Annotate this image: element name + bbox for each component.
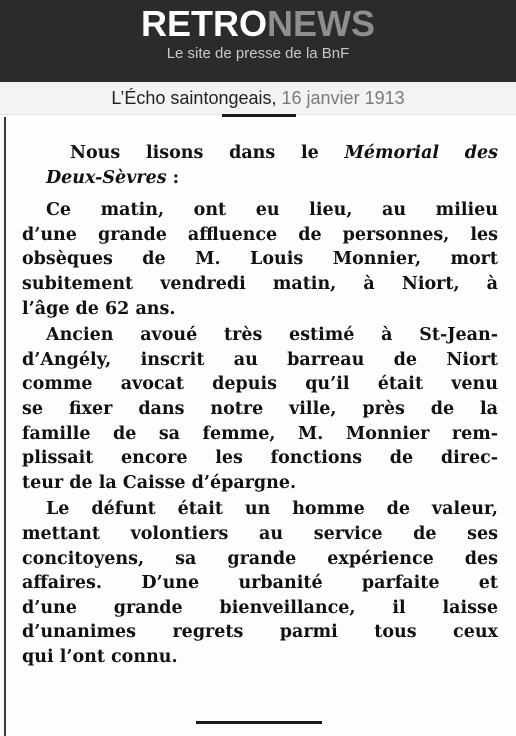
bottom-divider xyxy=(196,721,322,724)
logo-retro-text: RETRO xyxy=(141,3,267,44)
text-line: d’unanimes regrets parmi tous ceux xyxy=(22,622,498,643)
intro-title-a: Mémorial des xyxy=(344,143,498,163)
text-line: famille de sa femme, M. Monnier rem- xyxy=(22,423,498,444)
article-text xyxy=(22,141,498,669)
text-line: concitoyens, sa grande expérience des xyxy=(22,548,498,569)
text-line: se fixer dans notre ville, près de la xyxy=(22,398,498,419)
paragraph-1 xyxy=(22,198,498,321)
issue-date: 16 janvier 1913 xyxy=(281,88,405,108)
text-line: Ce matin, ont eu lieu, au milieu xyxy=(46,200,498,221)
text-line: teur de la Caisse d’épargne. xyxy=(22,472,297,493)
text-line: plissait encore les fonctions de direc- xyxy=(22,448,498,469)
text-line: comme avocat depuis qu’il était venu xyxy=(22,374,498,395)
text-line: l’âge de 62 ans. xyxy=(22,298,176,319)
article-clipping xyxy=(0,117,516,736)
newspaper-name: L’Écho saintongeais, xyxy=(111,88,277,108)
text-line: subitement vendredi matin, à Niort, à xyxy=(22,273,498,294)
retronews-logo[interactable] xyxy=(0,4,516,44)
intro-suffix: : xyxy=(166,167,180,188)
article-intro xyxy=(22,141,498,190)
text-line: Ancien avoué très estimé à St-Jean- xyxy=(46,325,498,346)
text-line: d’une grande affluence de personnes, les xyxy=(22,224,498,245)
text-line: affaires. D’une urbanité parfaite et xyxy=(22,573,498,594)
text-line: mettant volontiers au service de ses xyxy=(22,523,498,544)
site-tagline: Le site de presse de la BnF xyxy=(166,45,350,62)
column-rule xyxy=(4,117,6,736)
intro-title-b: Deux-Sèvres xyxy=(46,167,167,188)
text-line: Le défunt était un homme de valeur, xyxy=(46,499,498,520)
source-bar xyxy=(0,82,516,115)
text-line: qui l’ont connu. xyxy=(22,646,178,667)
text-line: d’Angély, inscrit au barreau de Niort xyxy=(22,349,498,370)
logo-news-text: NEWS xyxy=(267,3,375,44)
text-line: d’une grande bienveillance, il laisse xyxy=(22,597,498,618)
paragraph-2 xyxy=(22,323,498,495)
text-line: obsèques de M. Louis Monnier, mort xyxy=(22,249,498,270)
paragraph-3 xyxy=(22,497,498,669)
intro-line-1 xyxy=(22,141,498,166)
intro-line-2 xyxy=(22,166,498,191)
site-header xyxy=(0,0,516,82)
intro-prefix: Nous lisons dans le xyxy=(70,143,319,163)
